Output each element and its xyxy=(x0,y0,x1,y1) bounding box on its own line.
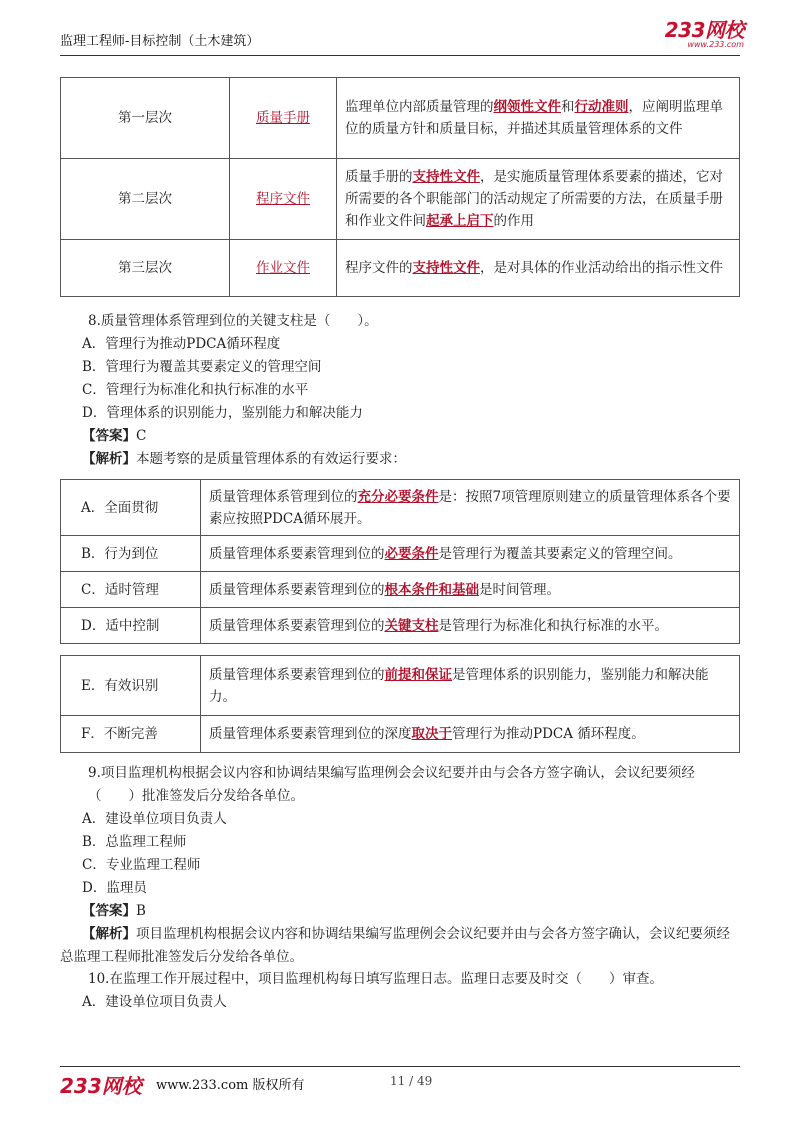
logo-text: 233网校 xyxy=(664,18,744,42)
doc-cell xyxy=(230,78,337,159)
detail-cell xyxy=(201,536,740,572)
detail-text: 质量管理体系管理到位的 xyxy=(209,488,358,505)
level-cell: 第一层次 xyxy=(61,78,230,159)
detail-cell xyxy=(201,572,740,608)
doc-cell xyxy=(230,159,337,240)
detail-text: 是：按照7项管理原则建立的质量管理体系各个要素应按照PDCA循环展开。 xyxy=(209,488,731,527)
desc-text: 监理单位内部质量管理的 xyxy=(345,99,494,115)
option: B．总监理工程师 xyxy=(82,834,187,850)
option: A．建设单位项目负责人 xyxy=(82,994,227,1010)
footer-divider xyxy=(60,1066,740,1067)
table-row xyxy=(61,716,740,753)
question-stem: 8.质量管理体系管理到位的关键支柱是（ ）。 xyxy=(88,313,378,329)
doc-name: 程序文件 xyxy=(256,191,310,207)
description-cell xyxy=(337,240,740,297)
option: D．管理体系的识别能力，鉴别能力和解决能力 xyxy=(82,405,363,421)
desc-text: ，应阐明监理单位的质量方针和质量目标，并描述其质量管理体系的文件 xyxy=(345,99,723,137)
detail-text: 是管理体系的识别能力，鉴别能力和解决能力。 xyxy=(209,666,709,705)
answer-label: 【答案】 xyxy=(82,428,136,444)
answer-value: B xyxy=(136,903,146,919)
description-cell xyxy=(337,78,740,159)
operation-requirements-table-continued xyxy=(60,655,740,753)
detail-highlight: 关键支柱 xyxy=(384,617,439,634)
detail-highlight: 充分必要条件 xyxy=(357,488,439,505)
option: D．监理员 xyxy=(82,880,147,896)
question-10 xyxy=(60,968,740,1014)
item-cell: D．适中控制 xyxy=(61,608,201,644)
brand-logo[interactable] xyxy=(665,20,744,49)
logo-url: www.233.com xyxy=(687,40,744,49)
analysis-text: 项目监理机构根据会议内容和协调结果编写监理例会会议纪要并由与会各方签字确认，会议纪要须经总监理工程师批准签发后分发给各单位。 xyxy=(60,926,730,965)
detail-text: 管理行为推动PDCA 循环程度。 xyxy=(452,726,645,742)
detail-text: 质量管理体系要素管理到位的 xyxy=(209,545,385,562)
detail-text: 质量管理体系要素管理到位的 xyxy=(209,666,385,683)
option: C．管理行为标准化和执行标准的水平 xyxy=(82,382,309,398)
question-stem: 9.项目监理机构根据会议内容和协调结果编写监理例会会议纪要并由与会各方签字确认，会议纪要须经（ ）批准签发后分发给各单位。 xyxy=(88,765,695,804)
analysis-text: 本题考察的是质量管理体系的有效运行要求： xyxy=(136,451,406,467)
document-title: 监理工程师-目标控制（土木建筑） xyxy=(60,34,260,49)
detail-highlight: 必要条件 xyxy=(384,545,439,562)
option: C．专业监理工程师 xyxy=(82,857,201,873)
item-cell: B．行为到位 xyxy=(61,536,201,572)
detail-text: 质量管理体系要素管理到位的 xyxy=(209,617,385,634)
option: B．管理行为覆盖其要素定义的管理空间 xyxy=(82,359,322,375)
detail-cell xyxy=(201,716,740,753)
item-cell: C．适时管理 xyxy=(61,572,201,608)
detail-text: 是时间管理。 xyxy=(479,581,560,598)
desc-highlight: 纲领性文件 xyxy=(493,99,561,115)
desc-text: 程序文件的 xyxy=(345,260,413,276)
desc-text: 的作用 xyxy=(493,213,534,229)
doc-cell xyxy=(230,240,337,297)
answer-line xyxy=(60,425,740,448)
desc-text: ，是实施质量管理体系要素的描述，它对所需要的各个职能部门的活动规定了所需要的方法，在质量手册和作业文件间 xyxy=(345,169,723,229)
question-stem: 10.在监理工作开展过程中，项目监理机构每日填写监理日志。监理日志要及时交（ ）审查。 xyxy=(88,971,663,987)
doc-name: 作业文件 xyxy=(256,260,310,276)
description-cell xyxy=(337,159,740,240)
copyright-text: www.233.com 版权所有 xyxy=(156,1078,305,1093)
analysis-line xyxy=(60,448,740,471)
header-divider xyxy=(60,55,740,56)
desc-text: 和 xyxy=(561,99,575,115)
desc-highlight: 起承上启下 xyxy=(426,213,494,229)
desc-highlight: 行动准则 xyxy=(574,99,629,115)
detail-text: 是管理行为覆盖其要素定义的管理空间。 xyxy=(438,545,682,562)
answer-line xyxy=(60,900,740,923)
table-row xyxy=(61,78,740,159)
detail-cell xyxy=(201,608,740,644)
table-row xyxy=(61,572,740,608)
table-row xyxy=(61,608,740,644)
desc-text: ，是对具体的作业活动给出的指示性文件 xyxy=(480,260,723,276)
option: A．管理行为推动PDCA循环程度 xyxy=(82,336,281,352)
page-footer xyxy=(60,1070,740,1098)
table-row xyxy=(61,240,740,297)
document-levels-table xyxy=(60,77,740,297)
option: A．建设单位项目负责人 xyxy=(82,811,227,827)
table-row xyxy=(61,656,740,716)
level-cell: 第二层次 xyxy=(61,159,230,240)
detail-text: 质量管理体系要素管理到位的 xyxy=(209,581,385,598)
page-header xyxy=(60,18,744,52)
level-cell: 第三层次 xyxy=(61,240,230,297)
analysis-line xyxy=(60,923,740,969)
question-8 xyxy=(60,310,740,471)
item-cell: F．不断完善 xyxy=(61,716,201,753)
item-cell: E．有效识别 xyxy=(61,656,201,716)
doc-name: 质量手册 xyxy=(256,110,310,126)
detail-text: 是管理行为标准化和执行标准的水平。 xyxy=(438,617,668,634)
detail-cell xyxy=(201,656,740,716)
table-row xyxy=(61,480,740,536)
desc-highlight: 支持性文件 xyxy=(412,169,480,185)
analysis-label: 【解析】 xyxy=(82,926,136,942)
detail-text: 质量管理体系要素管理到位的深度 xyxy=(209,726,412,742)
answer-value: C xyxy=(136,428,147,444)
detail-highlight: 取决于 xyxy=(411,726,452,742)
desc-highlight: 支持性文件 xyxy=(412,260,480,276)
item-cell: A．全面贯彻 xyxy=(61,480,201,536)
answer-label: 【答案】 xyxy=(82,903,136,919)
detail-cell xyxy=(201,480,740,536)
table-row xyxy=(61,159,740,240)
detail-highlight: 前提和保证 xyxy=(384,666,452,683)
analysis-label: 【解析】 xyxy=(82,451,136,467)
desc-text: 质量手册的 xyxy=(345,169,413,185)
page-number: 11 / 49 xyxy=(390,1074,433,1088)
footer-logo[interactable]: 233网校 xyxy=(60,1074,142,1098)
table-row xyxy=(61,536,740,572)
detail-highlight: 根本条件和基础 xyxy=(384,581,479,598)
operation-requirements-table xyxy=(60,479,740,644)
question-9 xyxy=(60,762,740,969)
